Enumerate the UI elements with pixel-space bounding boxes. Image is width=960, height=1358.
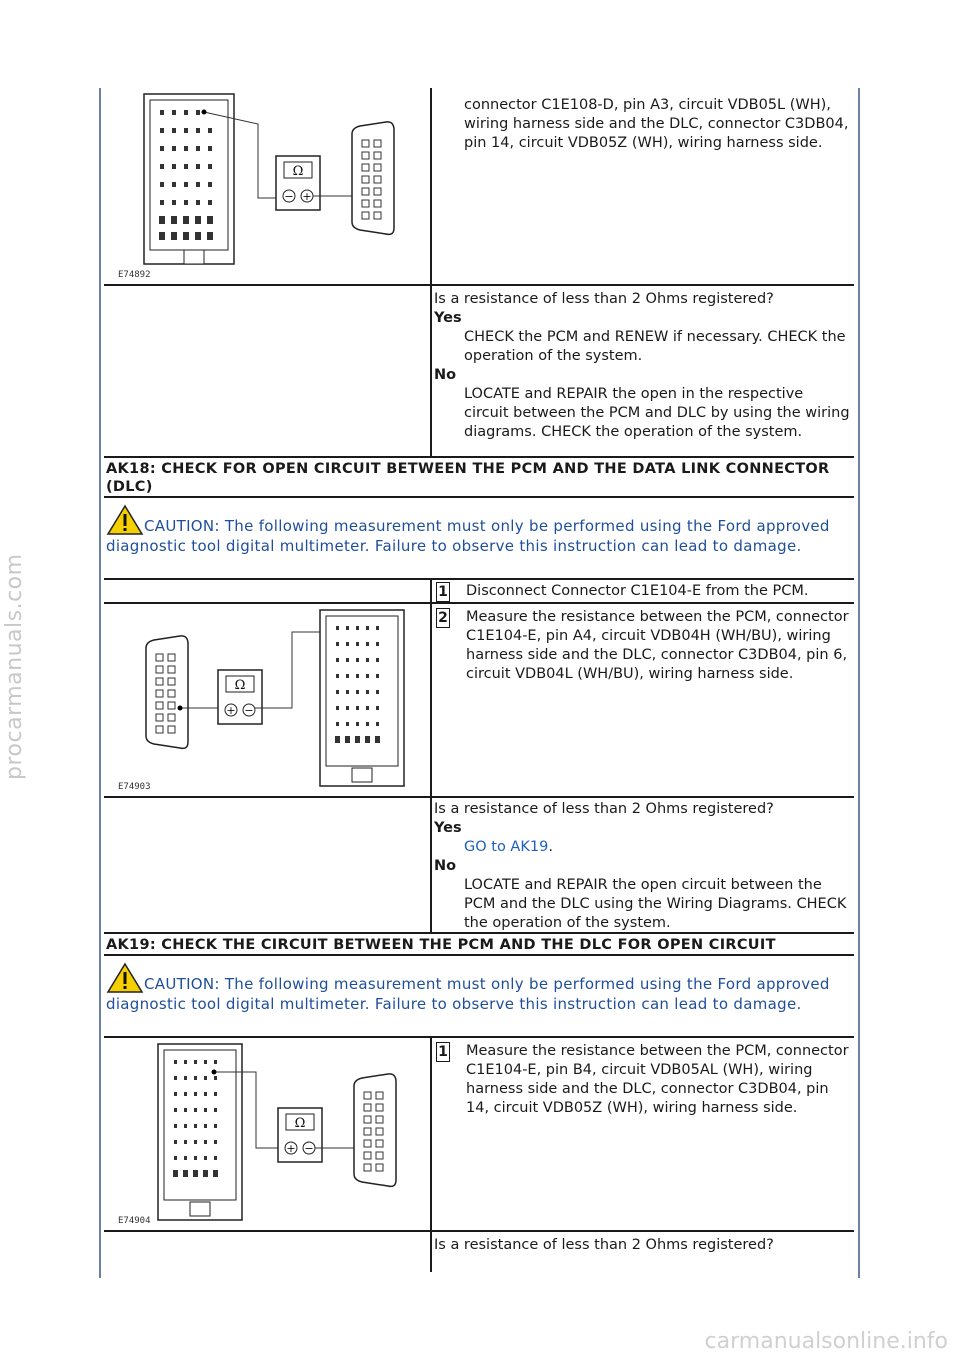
yes-text: CHECK the PCM and RENEW if necessary. CHECK the operation of the system. (464, 329, 846, 364)
procedure-table (104, 88, 854, 1272)
ohm-symbol-3: Ω (294, 1116, 306, 1131)
ak18-caution (104, 498, 854, 578)
no-label: No (434, 367, 457, 383)
pcm-to-dlc-diagram (104, 88, 430, 284)
svg-text:−: − (244, 704, 254, 717)
dlc-to-pcm-diagram (104, 604, 430, 796)
ohm-symbol-1: Ω (292, 164, 304, 179)
no-text: LOCATE and REPAIR the open in the respective circuit between the PCM and DLC by using the wiring diagrams. CHECK the operation of the system. (464, 386, 850, 440)
ak18-figure (104, 604, 432, 796)
svg-text:+: + (302, 190, 312, 203)
side-watermark: procarmanuals.com (2, 553, 27, 780)
yes-suffix: . (548, 839, 553, 855)
figure-label: E74904 (118, 1216, 151, 1226)
step-number: 1 (436, 582, 450, 602)
ohm-symbol-2: Ω (234, 678, 246, 693)
yes-label: Yes (434, 820, 462, 836)
ak19-q-row (104, 1232, 854, 1272)
left-margin-line (99, 88, 101, 1278)
right-margin-line (858, 88, 860, 1278)
svg-text:+: + (226, 704, 236, 717)
step-text: Measure the resistance between the PCM, connector C1E104-E, pin A4, circuit VDB04H (WH/BU), wiring harness side and the DLC, connector C3DB04, pin 6, circuit VDB04L (WH/BU), wiring harness side. (466, 609, 849, 682)
yes-text (434, 838, 852, 857)
empty-cell (104, 798, 432, 932)
ak18-caution-row (104, 498, 854, 580)
block1-text (432, 88, 854, 284)
ak18-heading: AK18: CHECK FOR OPEN CIRCUIT BETWEEN THE PCM AND THE DATA LINK CONNECTOR (DLC) (106, 461, 830, 495)
ak18-q-row (104, 798, 854, 934)
step-text: Disconnect Connector C1E104-E from the PCM. (466, 583, 809, 599)
ak18-step1 (432, 580, 854, 602)
figure-label: E74903 (118, 782, 151, 792)
no-label: No (434, 858, 457, 874)
footer-watermark: carmanualsonline.info (704, 1329, 948, 1354)
ak18-step2-row (104, 604, 854, 798)
svg-text:+: + (286, 1142, 296, 1155)
question: Is a resistance of less than 2 Ohms registered? (434, 1237, 774, 1253)
ak18-heading-row (104, 458, 854, 498)
ak19-heading-row (104, 934, 854, 956)
question: Is a resistance of less than 2 Ohms registered? (434, 291, 774, 307)
no-text: LOCATE and REPAIR the open circuit between the PCM and the DLC using the Wiring Diagrams. CHECK the operation of the system. (464, 877, 847, 931)
ak18-step1-row (104, 580, 854, 604)
step-number: 1 (436, 1042, 450, 1062)
svg-text:−: − (304, 1142, 314, 1155)
block1-row (104, 88, 854, 286)
caution-text: CAUTION: The following measurement must only be performed using the Ford approved diagnostic tool digital multimeter. Failure to observe this instruction can lead to damage. (106, 975, 830, 1013)
ak19-step1-row (104, 1038, 854, 1232)
caution-text: CAUTION: The following measurement must only be performed using the Ford approved diagnostic tool digital multimeter. Failure to observe this instruction can lead to damage. (106, 517, 830, 555)
question: Is a resistance of less than 2 Ohms registered? (434, 801, 774, 817)
ak18-q-text (432, 798, 854, 932)
empty-cell (104, 1232, 432, 1272)
figure-label: E74892 (118, 270, 151, 280)
empty-cell (104, 286, 432, 456)
q1-text (432, 286, 854, 456)
step-text: Measure the resistance between the PCM, connector C1E104-E, pin B4, circuit VDB05AL (WH), wiring harness side and the DLC, connector C3DB04, pin 14, circuit VDB05Z (WH), wiring harness side. (466, 1043, 849, 1116)
block1-figure (104, 88, 432, 284)
empty-cell (104, 580, 432, 602)
warning-icon (106, 504, 144, 536)
step-text: connector C1E108-D, pin A3, circuit VDB05L (WH), wiring harness side and the DLC, connector C3DB04, pin 14, circuit VDB05Z (WH), wiring harness side. (464, 97, 849, 151)
warning-icon (106, 962, 144, 994)
pcm-to-dlc-diagram-2 (104, 1038, 430, 1230)
yes-label: Yes (434, 310, 462, 326)
ak19-caution (104, 956, 854, 1036)
step-number: 2 (436, 608, 450, 628)
q1-row (104, 286, 854, 458)
ak19-q-text (432, 1232, 854, 1272)
ak19-figure (104, 1038, 432, 1230)
ak18-step2 (432, 604, 854, 796)
go-to-ak19-link[interactable]: GO to AK19 (464, 839, 549, 855)
ak19-heading: AK19: CHECK THE CIRCUIT BETWEEN THE PCM AND THE DLC FOR OPEN CIRCUIT (106, 937, 776, 953)
svg-text:−: − (284, 190, 294, 203)
ak19-caution-row (104, 956, 854, 1038)
ak19-step1 (432, 1038, 854, 1230)
